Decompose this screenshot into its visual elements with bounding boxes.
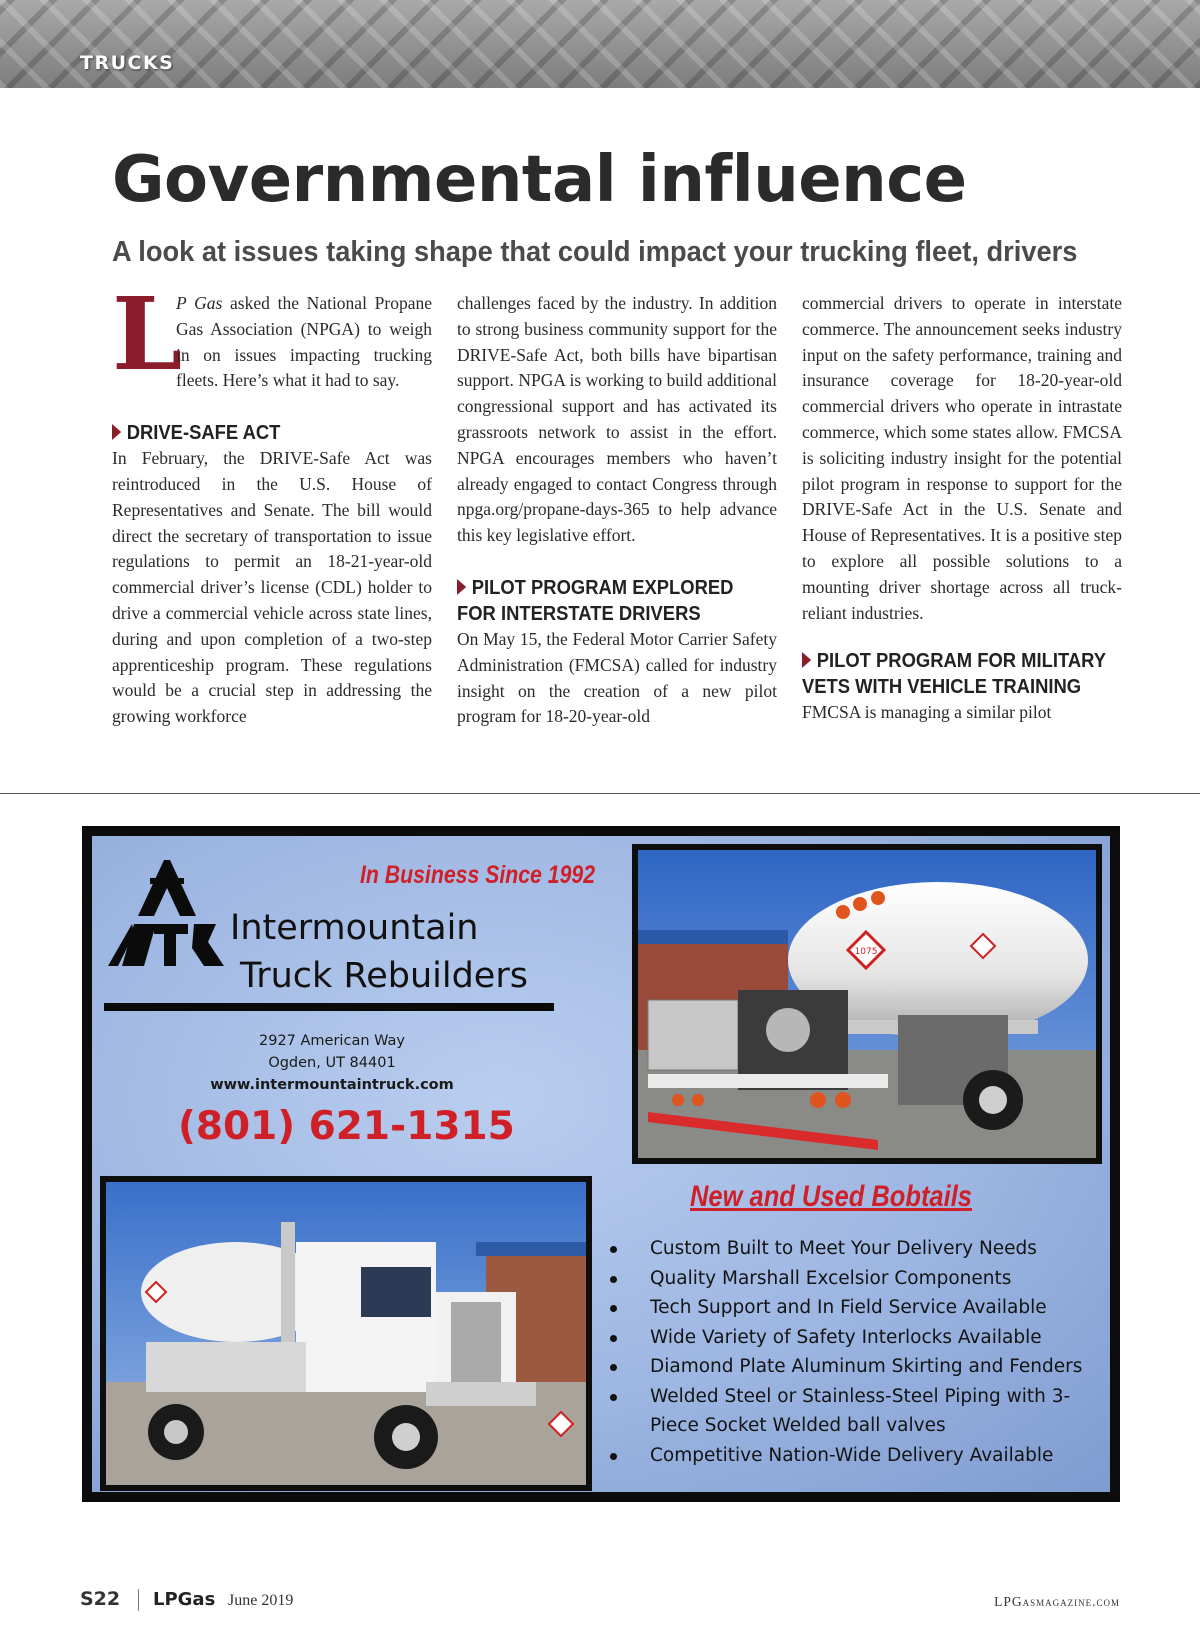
phone-number[interactable]: (801) 621-1315 [178,1104,515,1149]
section-heading-military-vets [802,648,1107,674]
drop-cap: L [112,275,183,393]
feature-item: Diamond Plate Aluminum Skirting and Fenders [610,1352,1090,1382]
feature-item: Custom Built to Meet Your Delivery Needs [610,1234,1090,1264]
feature-item: Competitive Nation-Wide Delivery Available [610,1441,1090,1471]
intro-paragraph [112,275,432,394]
feature-item: Quality Marshall Excelsior Components [610,1264,1090,1294]
section-heading-line-2: FOR INTERSTATE DRIVERS [457,602,701,625]
article-column-1 [112,275,432,730]
feature-item: Welded Steel or Stainless-Steel Piping with 3-Piece Socket Welded ball valves [610,1382,1090,1441]
issue-date: June 2019 [228,1592,294,1609]
body-paragraph: FMCSA is managing a similar pilot [802,702,1052,723]
address-block [182,1030,482,1096]
logo-underline [104,1003,554,1011]
body-paragraph: commercial drivers to operate in interstate commerce. The announcement seeks industry input on the safety performance, training and insurance coverage for 18-20-year-old commercial drivers who operate in intrastate commerce, which some states allow. FMCSA is soliciting industry insight for the potential pilot program in response to support for the DRIVE-Safe Act in the U.S. Senate and House of Representatives. It is a positive step to explore all possible solutions to a mounting driver shortage across all truck-reliant industries. [802,293,1122,623]
body-paragraph: On May 15, the Federal Motor Carrier Safety Administration (FMCSA) called for industry insight on the creation of a new pilot program for 18-20-year-old [457,628,777,727]
bobtail-photo-front [100,1176,592,1491]
section-label: TRUCKS [80,52,175,74]
magazine-brand: LPGas [153,1589,216,1610]
since-tagline: In Business Since 1992 [360,861,596,889]
section-heading-line-2: VETS WITH VEHICLE TRAINING [802,676,1082,699]
headline: Governmental influence [112,143,967,217]
body-paragraph: challenges faced by the industry. In addition to strong business community support for the DRIVE-Safe Act, both bills have bipartisan support. NPGA is working to build additional congressional support and has activated its grassroots network to assist in the effort. NPGA encourages members who haven’t already engaged to contact Congress through npga.org/propane-days-365 to help advance this key legislative effort. [457,293,777,546]
triangle-bullet-icon [457,579,466,595]
feature-list [610,1234,1090,1470]
company-name-line-2: Truck Rebuilders [240,956,528,996]
feature-item: Wide Variety of Safety Interlocks Available [610,1323,1090,1353]
magazine-website[interactable]: LPGasmagazine.com [994,1594,1120,1609]
advertisement[interactable] [82,826,1120,1502]
section-heading-pilot-interstate [457,575,751,601]
subheadline: A look at issues taking shape that could impact your trucking fleet, drivers [112,236,1078,268]
footer-divider [138,1589,139,1611]
page-number: S22 [80,1588,121,1610]
intro-text: asked the National Propane Gas Association (NPGA) to weigh in on issues impacting trucking fleets. Here’s what it had to say. [176,293,432,391]
article-column-2 [457,291,777,730]
section-banner [0,0,1200,88]
triangle-bullet-icon [802,652,811,668]
company-logo-icon [104,858,224,968]
intro-emphasis: P Gas [176,293,223,313]
ad-headline: New and Used Bobtails [690,1180,972,1213]
ad-background [92,836,1110,1492]
company-name-line-1: Intermountain [230,908,479,948]
section-heading-text: PILOT PROGRAM EXPLORED [471,576,734,599]
article-column-3 [802,291,1122,726]
svg-text:1075: 1075 [854,947,878,957]
bobtail-photo-rear [632,844,1102,1164]
section-heading-drive-safe [112,420,406,446]
website-link[interactable]: www.intermountaintruck.com [210,1077,454,1093]
divider-rule [0,793,1200,794]
body-paragraph: In February, the DRIVE-Safe Act was reintroduced in the U.S. House of Representatives and Senate. The bill would direct the secretary of transportation to issue regulations to permit an 18-21-year-old commercial driver’s license (CDL) holder to drive a commercial vehicle across state lines, during and upon completion of a two-step apprenticeship program. These regulations would be a crucial step in addressing the growing workforce [112,448,432,727]
section-heading-text: DRIVE-SAFE ACT [126,422,281,445]
feature-item: Tech Support and In Field Service Available [610,1293,1090,1323]
address-street: 2927 American Way [259,1033,405,1049]
section-heading-text: PILOT PROGRAM FOR MILITARY [816,650,1107,673]
address-city: Ogden, UT 84401 [268,1055,396,1071]
triangle-bullet-icon [112,424,121,440]
